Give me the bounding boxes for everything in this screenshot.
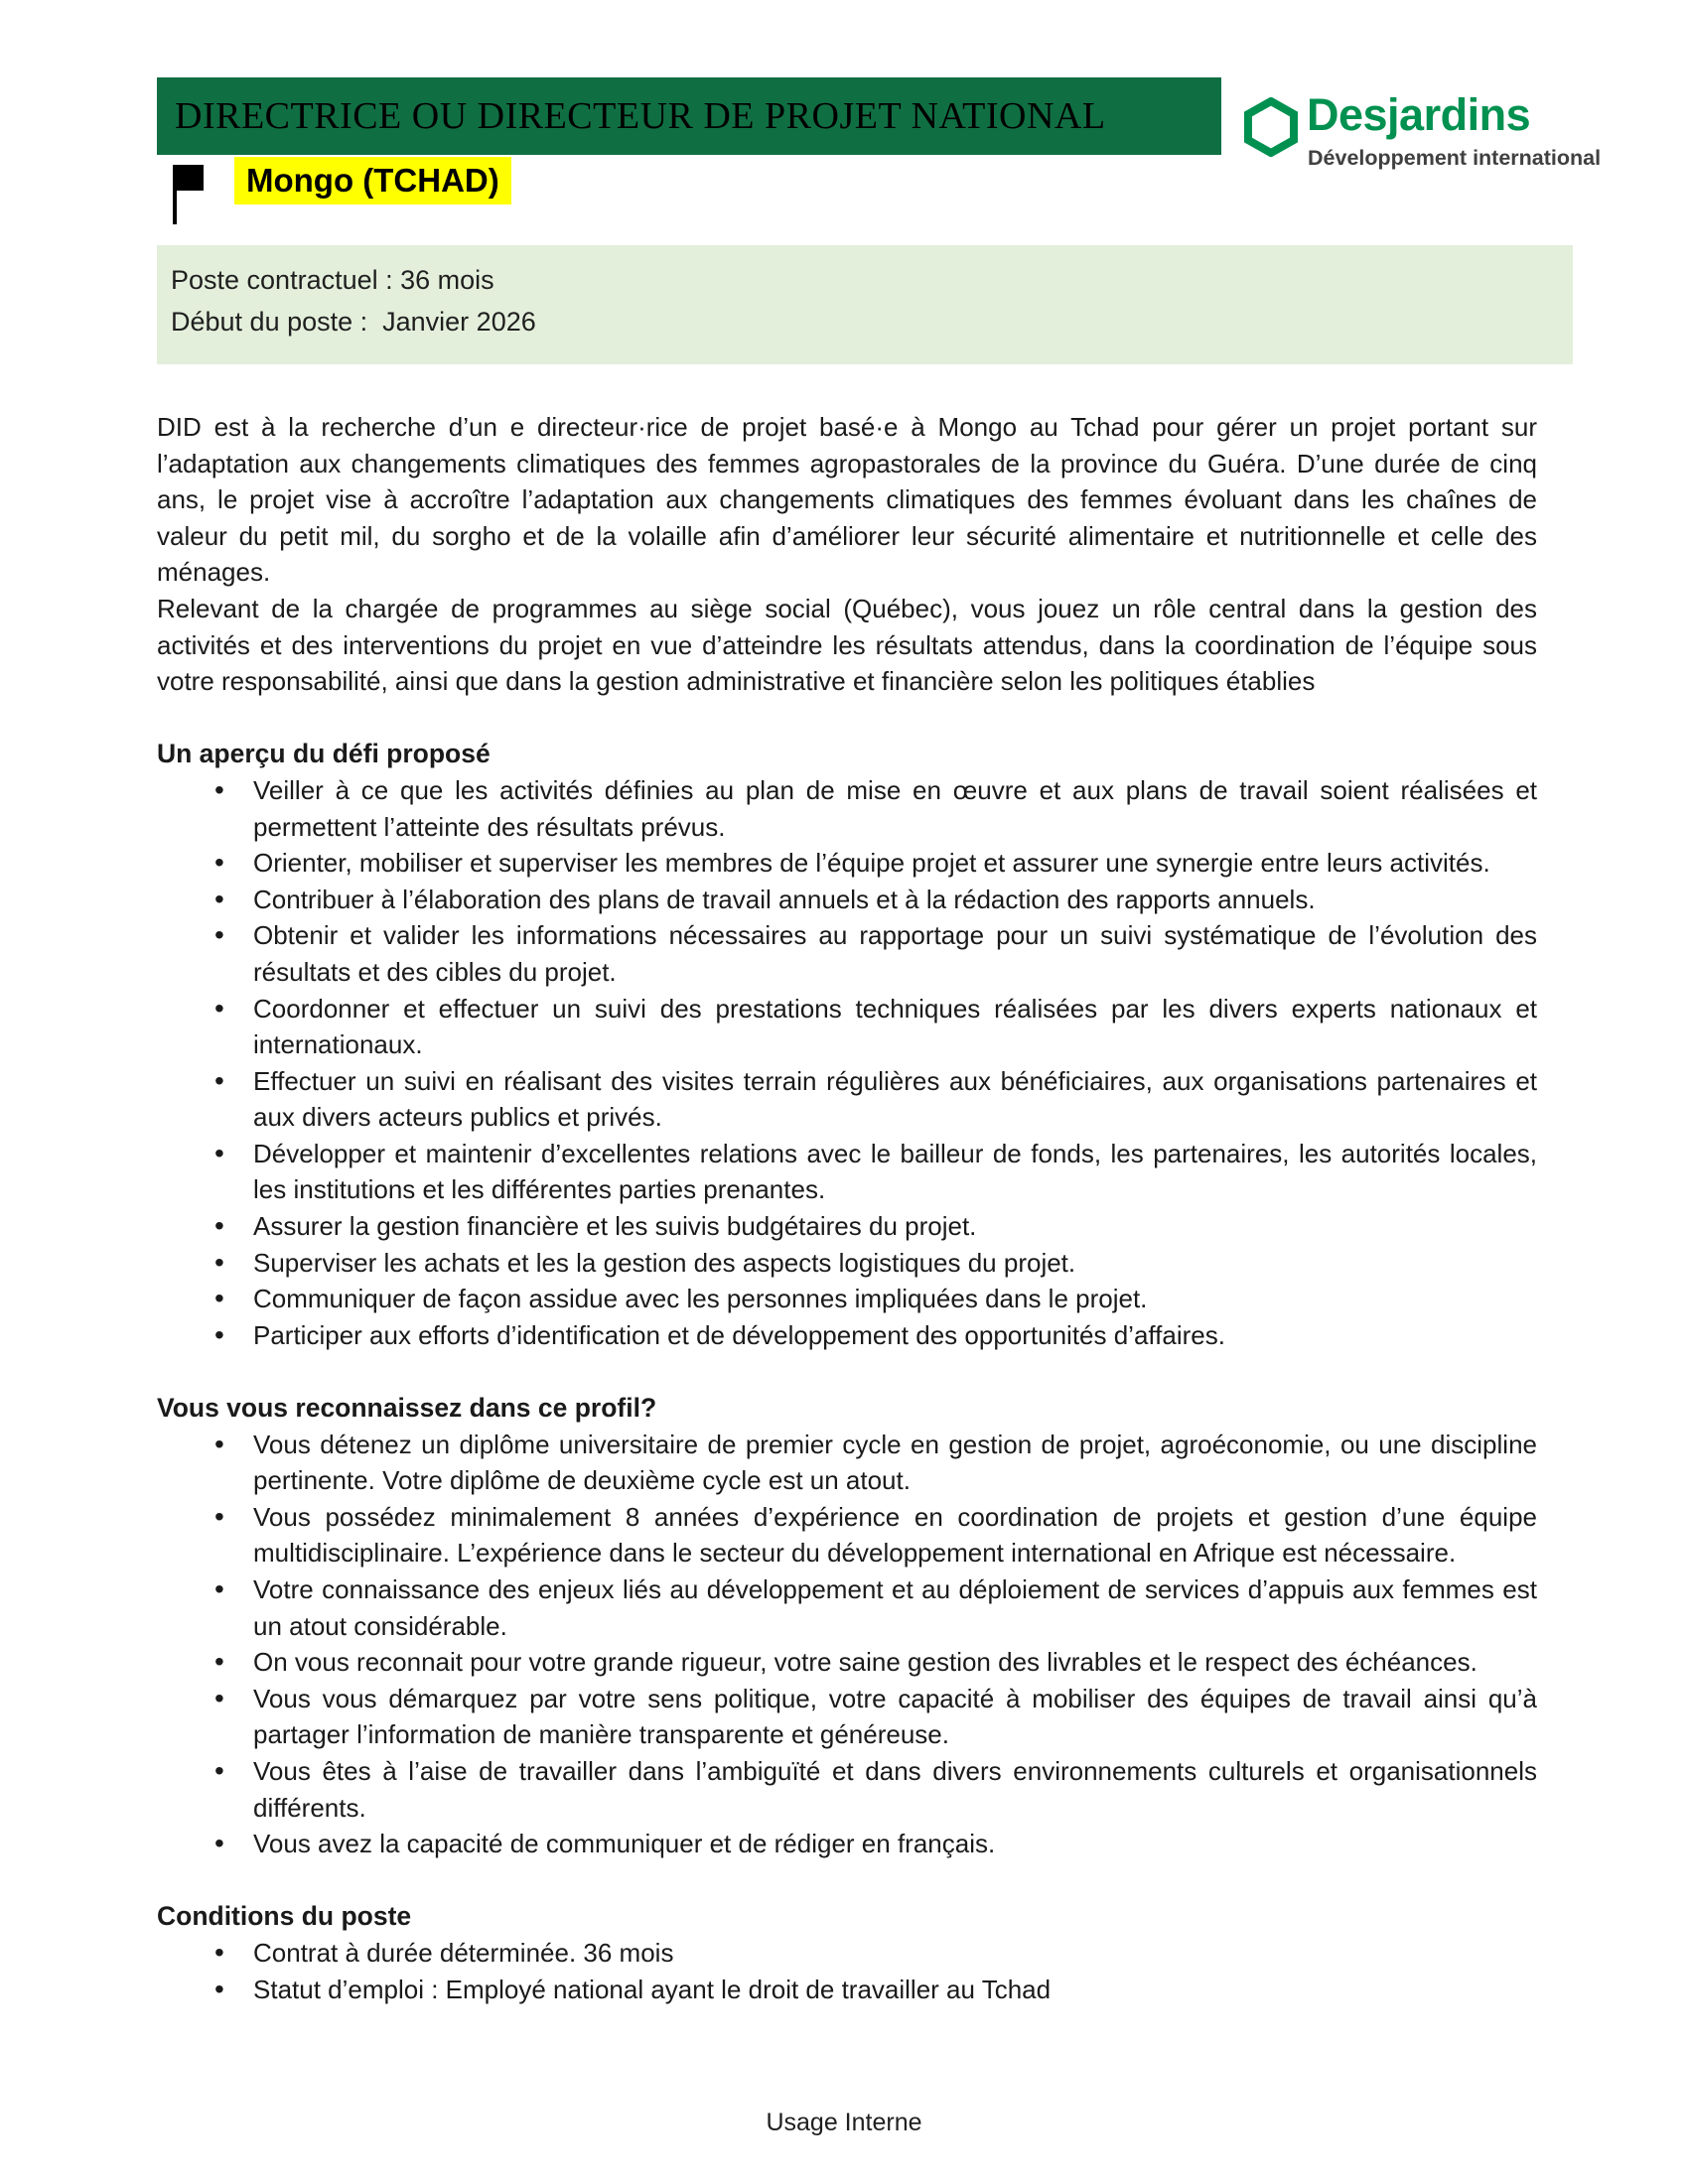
location-row [171, 157, 511, 226]
intro-paragraph-2: Relevant de la chargée de programmes au siège social (Québec), vous jouez un rôle central dans la gestion des activités et des interventions du projet en vue d’atteindre les résultats attendus, dans la coordination de l’équipe sous votre responsabilité, ainsi que dans la gestion administrative et financière selon les politiques établies [157, 593, 1537, 697]
desjardins-logo [1241, 89, 1602, 193]
bullet-item: • Vous détenez un diplôme universitaire de premier cycle en gestion de projet, agroéconomie, ou une discipline pertinente. Votre diplôme de deuxième cycle est un atout. [157, 1427, 1537, 1499]
intro-paragraph-1: DID est à la recherche d’un e directeur·rice de projet basé·e à Mongo au Tchad pour gérer un projet portant sur l’adaptation aux changements climatiques des femmes agropastorales de la province du Guéra. D’une durée de cinq ans, le projet vise à accroître l’adaptation aux changements climatiques des femmes évoluant dans les chaînes de valeur du petit mil, du sorgho et de la volaille afin d’améliorer leur sécurité alimentaire et nutritionnelle et celle des ménages. [157, 412, 1537, 588]
contract-duration: Poste contractuel : 36 mois [171, 265, 494, 295]
location-label: Mongo (TCHAD) [234, 157, 511, 205]
bullet-item: • Effectuer un suivi en réalisant des visites terrain régulières aux bénéficiaires, aux organisations partenaires et aux divers acteurs publics et privés. [157, 1063, 1537, 1136]
bullet-item: • Communiquer de façon assidue avec les personnes impliquées dans le projet. [157, 1281, 1537, 1317]
bullet-item: • Superviser les achats et les la gestion des aspects logistiques du projet. [157, 1245, 1537, 1282]
section-profile [157, 1390, 1537, 1862]
footer-label: Usage Interne [766, 2109, 922, 2136]
flag-icon [171, 159, 205, 226]
bullet-item: • Contrat à durée déterminée. 36 mois [157, 1935, 1537, 1972]
bullet-item: • Contribuer à l’élaboration des plans de travail annuels et à la rédaction des rapports annuels. [157, 882, 1537, 918]
section-heading-conditions: Conditions du poste [157, 1901, 412, 1932]
bullet-item: • Vous possédez minimalement 8 années d’expérience en coordination de projets et gestion d’une équipe multidisciplinaire. L’expérience dans le secteur du développement international en Afrique est nécessaire. [157, 1499, 1537, 1571]
bullet-item: • Veiller à ce que les activités définies au plan de mise en œuvre et aux plans de travail soient réalisées et permettent l’atteinte des résultats prévus. [157, 772, 1537, 845]
bullet-item: • Participer aux efforts d’identification et de développement des opportunités d’affaires. [157, 1317, 1537, 1354]
bullet-item: • Obtenir et valider les informations nécessaires au rapportage pour un suivi systématique de l’évolution des résultats et des cibles du projet. [157, 917, 1537, 990]
bullet-item: • Développer et maintenir d’excellentes relations avec le bailleur de fonds, les partenaires, les autorités locales, les institutions et les différentes parties prenantes. [157, 1136, 1537, 1208]
document-body [157, 409, 1537, 2007]
desjardins-hexagon-icon [1243, 97, 1299, 157]
bullet-list-challenges [157, 772, 1537, 1354]
bullet-item: • Statut d’emploi : Employé national ayant le droit de travailler au Tchad [157, 1972, 1537, 2008]
bullet-item: • Orienter, mobiliser et superviser les membres de l’équipe projet et assurer une synergie entre leurs activités. [157, 845, 1537, 882]
bullet-item: • Vous vous démarquez par votre sens politique, votre capacité à mobiliser des équipes de travail ainsi qu’à partager l’information de manière transparente et généreuse. [157, 1681, 1537, 1753]
bullet-item: • Coordonner et effectuer un suivi des prestations techniques réalisées par les divers experts nationaux et internationaux. [157, 991, 1537, 1063]
start-date: Début du poste : Janvier 2026 [171, 307, 536, 337]
bullet-item: • Assurer la gestion financière et les suivis budgétaires du projet. [157, 1208, 1537, 1245]
section-challenges [157, 736, 1537, 1353]
bullet-list-profile [157, 1427, 1537, 1862]
bullet-list-conditions [157, 1935, 1537, 2007]
bullet-item: • Vous avez la capacité de communiquer et de rédiger en français. [157, 1826, 1537, 1862]
section-conditions [157, 1898, 1537, 2007]
section-heading-challenges: Un aperçu du défi proposé [157, 739, 491, 769]
bullet-item: • Vous êtes à l’aise de travailler dans l’ambiguïté et dans divers environnements culturels et organisationnels différents. [157, 1753, 1537, 1826]
contract-info-box [157, 245, 1573, 364]
job-title: DIRECTRICE OU DIRECTEUR DE PROJET NATIONAL [175, 95, 1106, 137]
bullet-item: • On vous reconnait pour votre grande rigueur, votre saine gestion des livrables et le respect des échéances. [157, 1644, 1537, 1681]
title-banner [157, 77, 1221, 155]
brand-name: Desjardins [1307, 89, 1531, 140]
bullet-item: • Votre connaissance des enjeux liés au développement et au déploiement de services d’appuis aux femmes est un atout considérable. [157, 1571, 1537, 1644]
brand-tagline: Développement international [1308, 146, 1602, 170]
section-heading-profile: Vous vous reconnaissez dans ce profil? [157, 1393, 657, 1424]
